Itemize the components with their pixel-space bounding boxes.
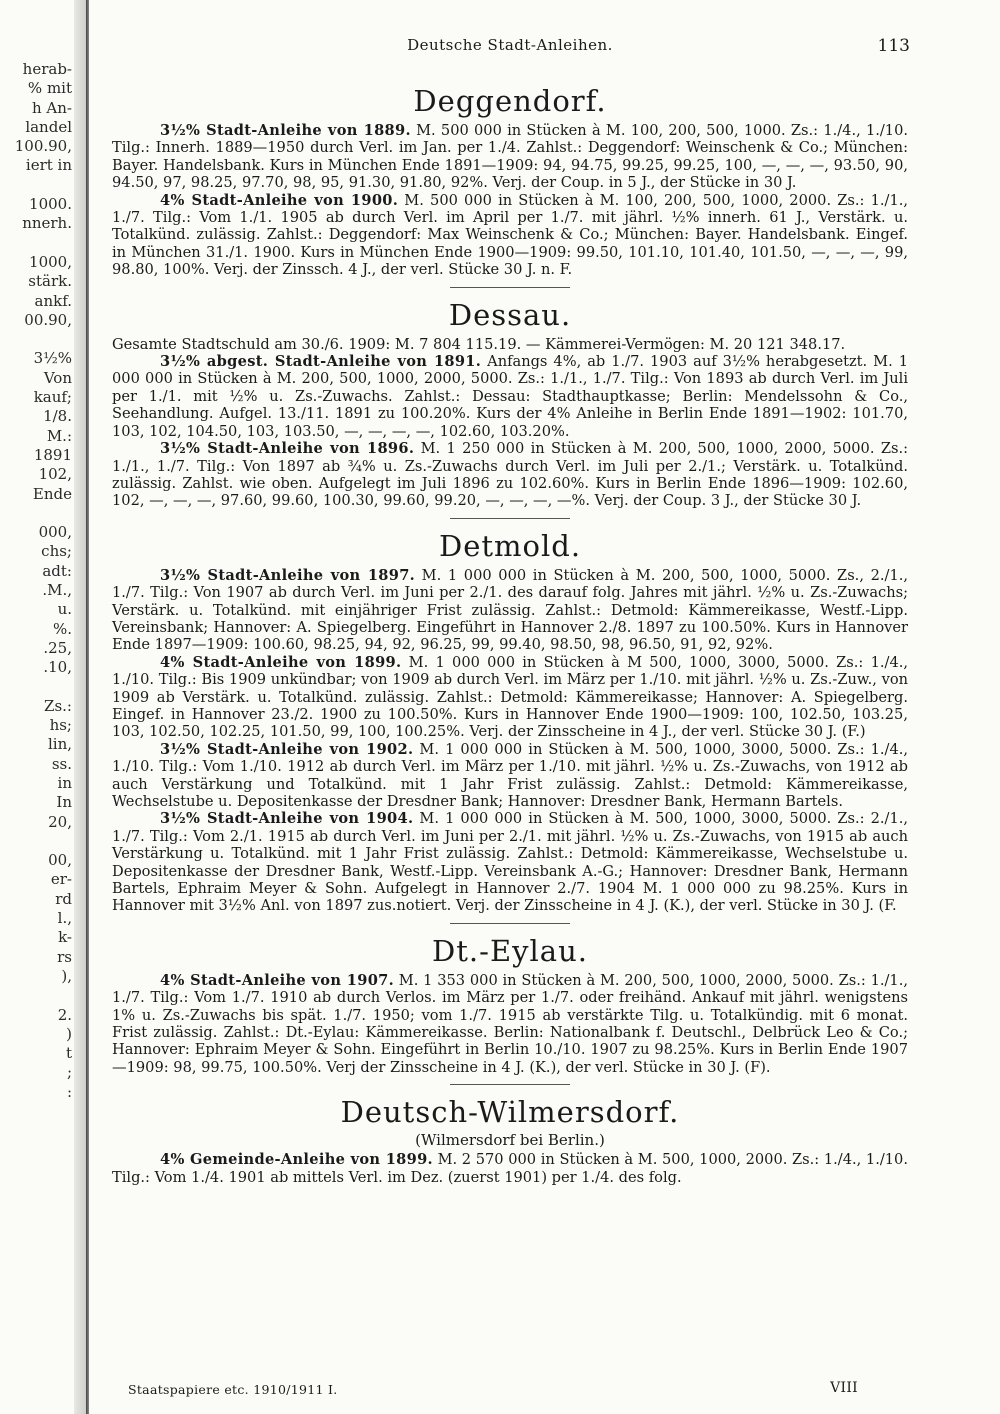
loan-heading: 4% Stadt-Anleihe von 1899. <box>160 653 402 671</box>
signature-mark: VIII <box>830 1380 858 1396</box>
section-title: Dessau. <box>448 297 572 332</box>
margin-bleed-line: in <box>57 773 72 792</box>
loan-text: M. 500 000 in Stücken à M. 100, 200, 500, 1000, 2000. Zs.: 1./1., 1./7. Tilg.: Vom 1./1. 1905 ab durch Verl. im April per 1./7. mit jährl. ½% innerh. 61 J., Verstärk. u. Totalkünd. zulässig. Zahlst.: Deggendorf: Max Weinschenk & Co.; München: Bayer. Handelsbank. Eingef. in München 31./1. 1900. Kurs in München Ende 1900—1909: 99.50, 101.10, 101.40, 101.50, —, —, —, 99, 98.80, 100%. Verj. der Zinssch. 4 J., der verl. Stücke 30 J. n. F. <box>112 191 909 279</box>
loan-heading: 3½% Stadt-Anleihe von 1904. <box>160 810 414 828</box>
loan-text: M. 1 000 000 in Stücken à M. 500, 1000, 3000, 5000. Zs.: 2./1., 1./7. Tilg.: Vom 2./1. 1915 ab durch Verl. im Juni per 2./1. mit jährl. ½% u. Zs.-Zuwachs, von 1915 ab auch Verstärkung u. Totalkünd. mit 1 Jahr Frist zulässig. Zahlst.: Detmold: Kämmereikasse, Wechselstube u. Depositenkasse der Dresdner Bank, Westf.-Lipp. Vereinsbank A.-G.; Hannover: Dresdner Bank, Hermann Bartels, Ephraim Meyer & Sohn. Aufgelegt in Hannover 2./7. 1904 M. 1 000 000 zu 98.25%. Kurs in Hannover mit 3½% Anl. von 1897 zus.notiert. Verj. der Zinsscheine in 4 J. (K.), der verl. Stücke in 30 J. (F. <box>112 810 909 915</box>
margin-bleed-line: In <box>56 793 72 812</box>
section-divider <box>450 518 570 519</box>
loan-paragraph <box>112 1151 908 1186</box>
margin-bleed-line: er- <box>50 870 72 889</box>
loan-paragraph <box>112 567 908 654</box>
margin-bleed-line: Von <box>43 368 72 387</box>
margin-bleed-line: 1891 <box>33 445 72 464</box>
margin-bleed-line: stärk. <box>28 272 72 291</box>
loan-heading: 4% Stadt-Anleihe von 1900. <box>160 191 399 209</box>
section-subtitle: (Wilmersdorf bei Berlin.) <box>415 1131 605 1150</box>
loan-paragraph <box>112 122 908 192</box>
margin-bleed-line: 1/8. <box>43 407 72 426</box>
margin-bleed-line: .M., <box>42 581 72 600</box>
margin-bleed-line <box>0 504 72 523</box>
loan-paragraph <box>112 810 908 914</box>
section-divider <box>450 923 570 924</box>
main-content <box>112 80 908 1186</box>
loan-heading: 4% Stadt-Anleihe von 1907. <box>160 971 394 989</box>
loan-text: Anfangs 4%, ab 1./7. 1903 auf 3½% herabgesetzt. M. 1 000 000 in Stücken à M. 200, 500, 1000, 2000, 5000. Zs.: 1./1., 1./7. Tilg.: Von 1893 ab durch Verl. im Juli per 1./1. mit ½% u. Zs.-Zuwachs. Zahlst.: Dessau: Stadthauptkasse; Berlin: Mendelssohn & Co., Seehandlung. Aufgel. 13./11. 1891 zu 100.20%. Kurs der 4% Anleihe in Berlin Ende 1891—1902: 101.70, 103, 102, 104.50, 103, 103.50, —, —, —, —, 102.60, 103.20%. <box>112 353 909 440</box>
margin-bleed-line: u. <box>57 600 72 619</box>
margin-bleed-line: %. <box>52 619 72 638</box>
loan-text: M. 1 353 000 in Stücken à M. 200, 500, 1000, 2000, 5000. Zs.: 1./1., 1./7. Tilg.: Vom 1./7. 1910 ab durch Verlos. im März per 1./7. oder freihänd. Ankauf mit jährl. wenigstens 1% u. Zs.-Zuwachs bis spät. 1./7. 1950; vom 1./7. 1915 ab verstärkte Tilg. u. Totalkündig. mit 6 monat. Frist zulässig. Zahlst.: Dt.-Eylau: Kämmereikasse. Berlin: Nationalbank f. Deutschl., Delbrück Leo & Co.; Hannover: Ephraim Meyer & Sohn. Eingeführt in Berlin 10./10. 1907 zu 98.25%. Kurs in Berlin Ende 1907—1909: 98, 99.75, 100.50%. Verj der Zinsscheine in 4 J. (K.), der verl. Stücke in 30 J. (F). <box>112 971 908 1076</box>
margin-bleed-line: .25, <box>43 638 72 657</box>
loan-text: M. 1 250 000 in Stücken à M. 200, 500, 1000, 2000, 5000. Zs.: 1./1., 1./7. Tilg.: Von 1897 ab ¾% u. Zs.-Zuwachs durch Verl. im Juli per 2./1.; Verstärk. u. Totalkünd. zulässig. Zahlst. wie oben. Aufgelegt im Juli 1896 zu 102.60%. Kurs in Berlin Ende 1896—1909: 102.60, 102, —, —, —, 97.60, 99.60, 100.30, 99.60, 99.20, —, —, —, —%. Verj. der Coup. 3 J., der Stücke 30 J. <box>112 440 909 510</box>
running-head <box>110 36 910 60</box>
margin-bleed-line: landel <box>25 117 72 136</box>
running-head-title: Deutsche Stadt-Anleihen. <box>407 36 613 54</box>
margin-bleed-line: rd <box>55 889 72 908</box>
loan-paragraph <box>112 654 908 741</box>
margin-bleed-line <box>0 986 72 1005</box>
gutter-shadow <box>74 0 86 1414</box>
margin-bleed-line: hs; <box>49 716 72 735</box>
margin-bleed-line: Ende <box>32 484 72 503</box>
margin-bleed-line: h An- <box>32 98 72 117</box>
margin-bleed-line: l., <box>57 909 72 928</box>
margin-bleed-line: ) <box>66 1024 72 1043</box>
margin-bleed-line: M.: <box>46 426 72 445</box>
margin-bleed-line: chs; <box>41 542 72 561</box>
margin-bleed-line: 100.90, <box>14 137 72 156</box>
margin-bleed-line: 3½% <box>33 349 72 368</box>
margin-bleed-line <box>0 832 72 851</box>
section-title: Deutsch-Wilmersdorf. <box>340 1095 680 1130</box>
section-divider <box>450 1084 570 1085</box>
margin-bleed-line: 00.90, <box>24 310 72 329</box>
loan-text: M. 500 000 in Stücken à M. 100, 200, 500, 1000. Zs.: 1./4., 1./10. Tilg.: Innerh. 1889—1950 durch Verl. im Jan. per 1./4. Zahlst.: Deggendorf: Weinschenk & Co.; München: Bayer. Handelsbank. Kurs in München Ende 1891—1909: 94, 94.75, 99.25, 99.25, 100, —, —, —, 93.50, 90, 94.50, 97, 98.25, 97.70, 98, 95, 91.30, 91.80, 92%. Verj. der Coup. in 5 J., der Stücke in 30 J. <box>112 122 909 192</box>
margin-bleed-line: 00, <box>48 851 72 870</box>
adjacent-page-margin <box>0 60 72 1102</box>
footer-imprint: Staatspapiere etc. 1910/1911 I. <box>128 1382 338 1397</box>
margin-bleed-line <box>0 176 72 195</box>
margin-bleed-line: 102, <box>38 465 72 484</box>
loan-paragraph <box>112 353 908 440</box>
margin-bleed-line: t <box>65 1044 72 1063</box>
section-divider <box>450 287 570 288</box>
margin-bleed-line <box>0 330 72 349</box>
loan-heading: 3½% Stadt-Anleihe von 1889. <box>160 122 411 139</box>
margin-bleed-line: kauf; <box>33 388 72 407</box>
margin-bleed-line: herab- <box>22 60 72 78</box>
margin-bleed-line: ), <box>61 966 72 985</box>
section-title: Detmold. <box>438 528 582 563</box>
margin-bleed-line: 1000, <box>29 252 72 271</box>
loan-paragraph <box>112 192 908 279</box>
loan-text: M. 1 000 000 in Stücken à M. 200, 500, 1000, 5000. Zs., 2./1., 1./7. Tilg.: Von 1907 ab durch Verl. im Juni per 2./1. des darauf folg. Jahres mit jährl. ½% u. Zs.-Zuwachs; Verstärk. u. Totalkünd. mit einjähriger Frist zulässig. Zahlst.: Detmold: Kämmereikasse, Westf.-Lipp. Vereinsbank; Hannover: A. Spiegelberg. Eingeführt in Hannover 2./8. 1897 zu 100.50%. Kurs in Hannover Ende 1897—1909: 100.60, 98.25, 94, 92, 96.25, 99, 99.40, 98.50, 98, 96.50, 91, 92, 92%. <box>112 566 909 654</box>
loan-heading: 4% Gemeinde-Anleihe von 1899. <box>160 1151 433 1169</box>
margin-bleed-line: rs <box>57 947 72 966</box>
loan-paragraph <box>112 972 908 1076</box>
margin-bleed-line <box>0 678 72 697</box>
loan-text: M. 1 000 000 in Stücken à M 500, 1000, 3000, 5000. Zs.: 1./4., 1./10. Tilg.: Bis 1909 unkündbar; von 1909 ab durch Verl. im März per 1./10. mit jährl. ½% u. Zs.-Zuw., von 1909 ab Verstärk. u. Totalkünd. zulässig. Zahlst.: Detmold: Kämmereikasse; Hannover: A. Spiegelberg. Eingef. in Hannover 23./2. 1900 zu 100.50%. Kurs in Hannover Ende 1900—1909: 100, 102.50, 103.25, 103, 102.50, 102.25, 101.50, 99, 100, 100.25%. Verj. der Zinsscheine in 4 J., der verl. Stücke 30 J. (F.) <box>112 653 909 741</box>
loan-text: M. 1 000 000 in Stücken à M. 500, 1000, 3000, 5000. Zs.: 1./4., 1./10. Tilg.: Vom 1./10. 1912 ab durch Verl. im März per 1./10. mit jährl. ½% u. Zs.-Zuwachs, von 1912 ab auch Verstärkung und Totalkünd. mit 1 Jahr Frist zulässig. Zahlst.: Detmold: Kämmereikasse, Wechselstube u. Depositenkasse der Dresdner Bank; Hannover: Dresdner Bank, Hermann Bartels. <box>112 740 909 810</box>
margin-bleed-line: ss. <box>51 754 72 773</box>
margin-bleed-line: ; <box>66 1063 72 1082</box>
loan-paragraph <box>112 336 908 353</box>
section-title: Dt.-Eylau. <box>432 933 588 968</box>
margin-bleed-line: 2. <box>57 1005 72 1024</box>
loan-heading: 3½% Stadt-Anleihe von 1896. <box>160 440 415 458</box>
page-footer <box>128 1382 908 1404</box>
loan-paragraph <box>112 741 908 811</box>
margin-bleed-line: iert in <box>25 156 72 175</box>
margin-bleed-line: ankf. <box>34 291 72 310</box>
gutter-line <box>86 0 89 1414</box>
margin-bleed-line: adt: <box>42 561 72 580</box>
margin-bleed-line: k- <box>58 928 72 947</box>
loan-heading: 3½% abgest. Stadt-Anleihe von 1891. <box>160 353 482 371</box>
margin-bleed-line: .10, <box>43 658 72 677</box>
page-number: 113 <box>877 36 910 56</box>
margin-bleed-line: lin, <box>47 735 72 754</box>
margin-bleed-line <box>0 234 72 253</box>
margin-bleed-line: 20, <box>48 812 72 831</box>
loan-heading: 3½% Stadt-Anleihe von 1897. <box>160 566 416 584</box>
margin-bleed-line: : <box>66 1082 72 1101</box>
loan-heading: 3½% Stadt-Anleihe von 1902. <box>160 740 414 758</box>
loan-text: Gesamte Stadtschuld am 30./6. 1909: M. 7 804 115.19. — Kämmerei-Vermögen: M. 20 121 348.17. <box>112 335 846 353</box>
margin-bleed-line: % mit <box>27 79 72 98</box>
margin-bleed-line: 000, <box>38 523 72 542</box>
section-title: Deggendorf. <box>413 84 607 118</box>
loan-text: M. 2 570 000 in Stücken à M. 500, 1000, 2000. Zs.: 1./4., 1./10. Tilg.: Vom 1./4. 1901 ab mittels Verl. im Dez. (zuerst 1901) per 1./4. des folg. <box>112 1151 908 1186</box>
margin-bleed-line: nnerh. <box>22 214 72 233</box>
margin-bleed-line: Zs.: <box>44 696 72 715</box>
loan-paragraph <box>112 440 908 510</box>
margin-bleed-line: 1000. <box>29 195 72 214</box>
